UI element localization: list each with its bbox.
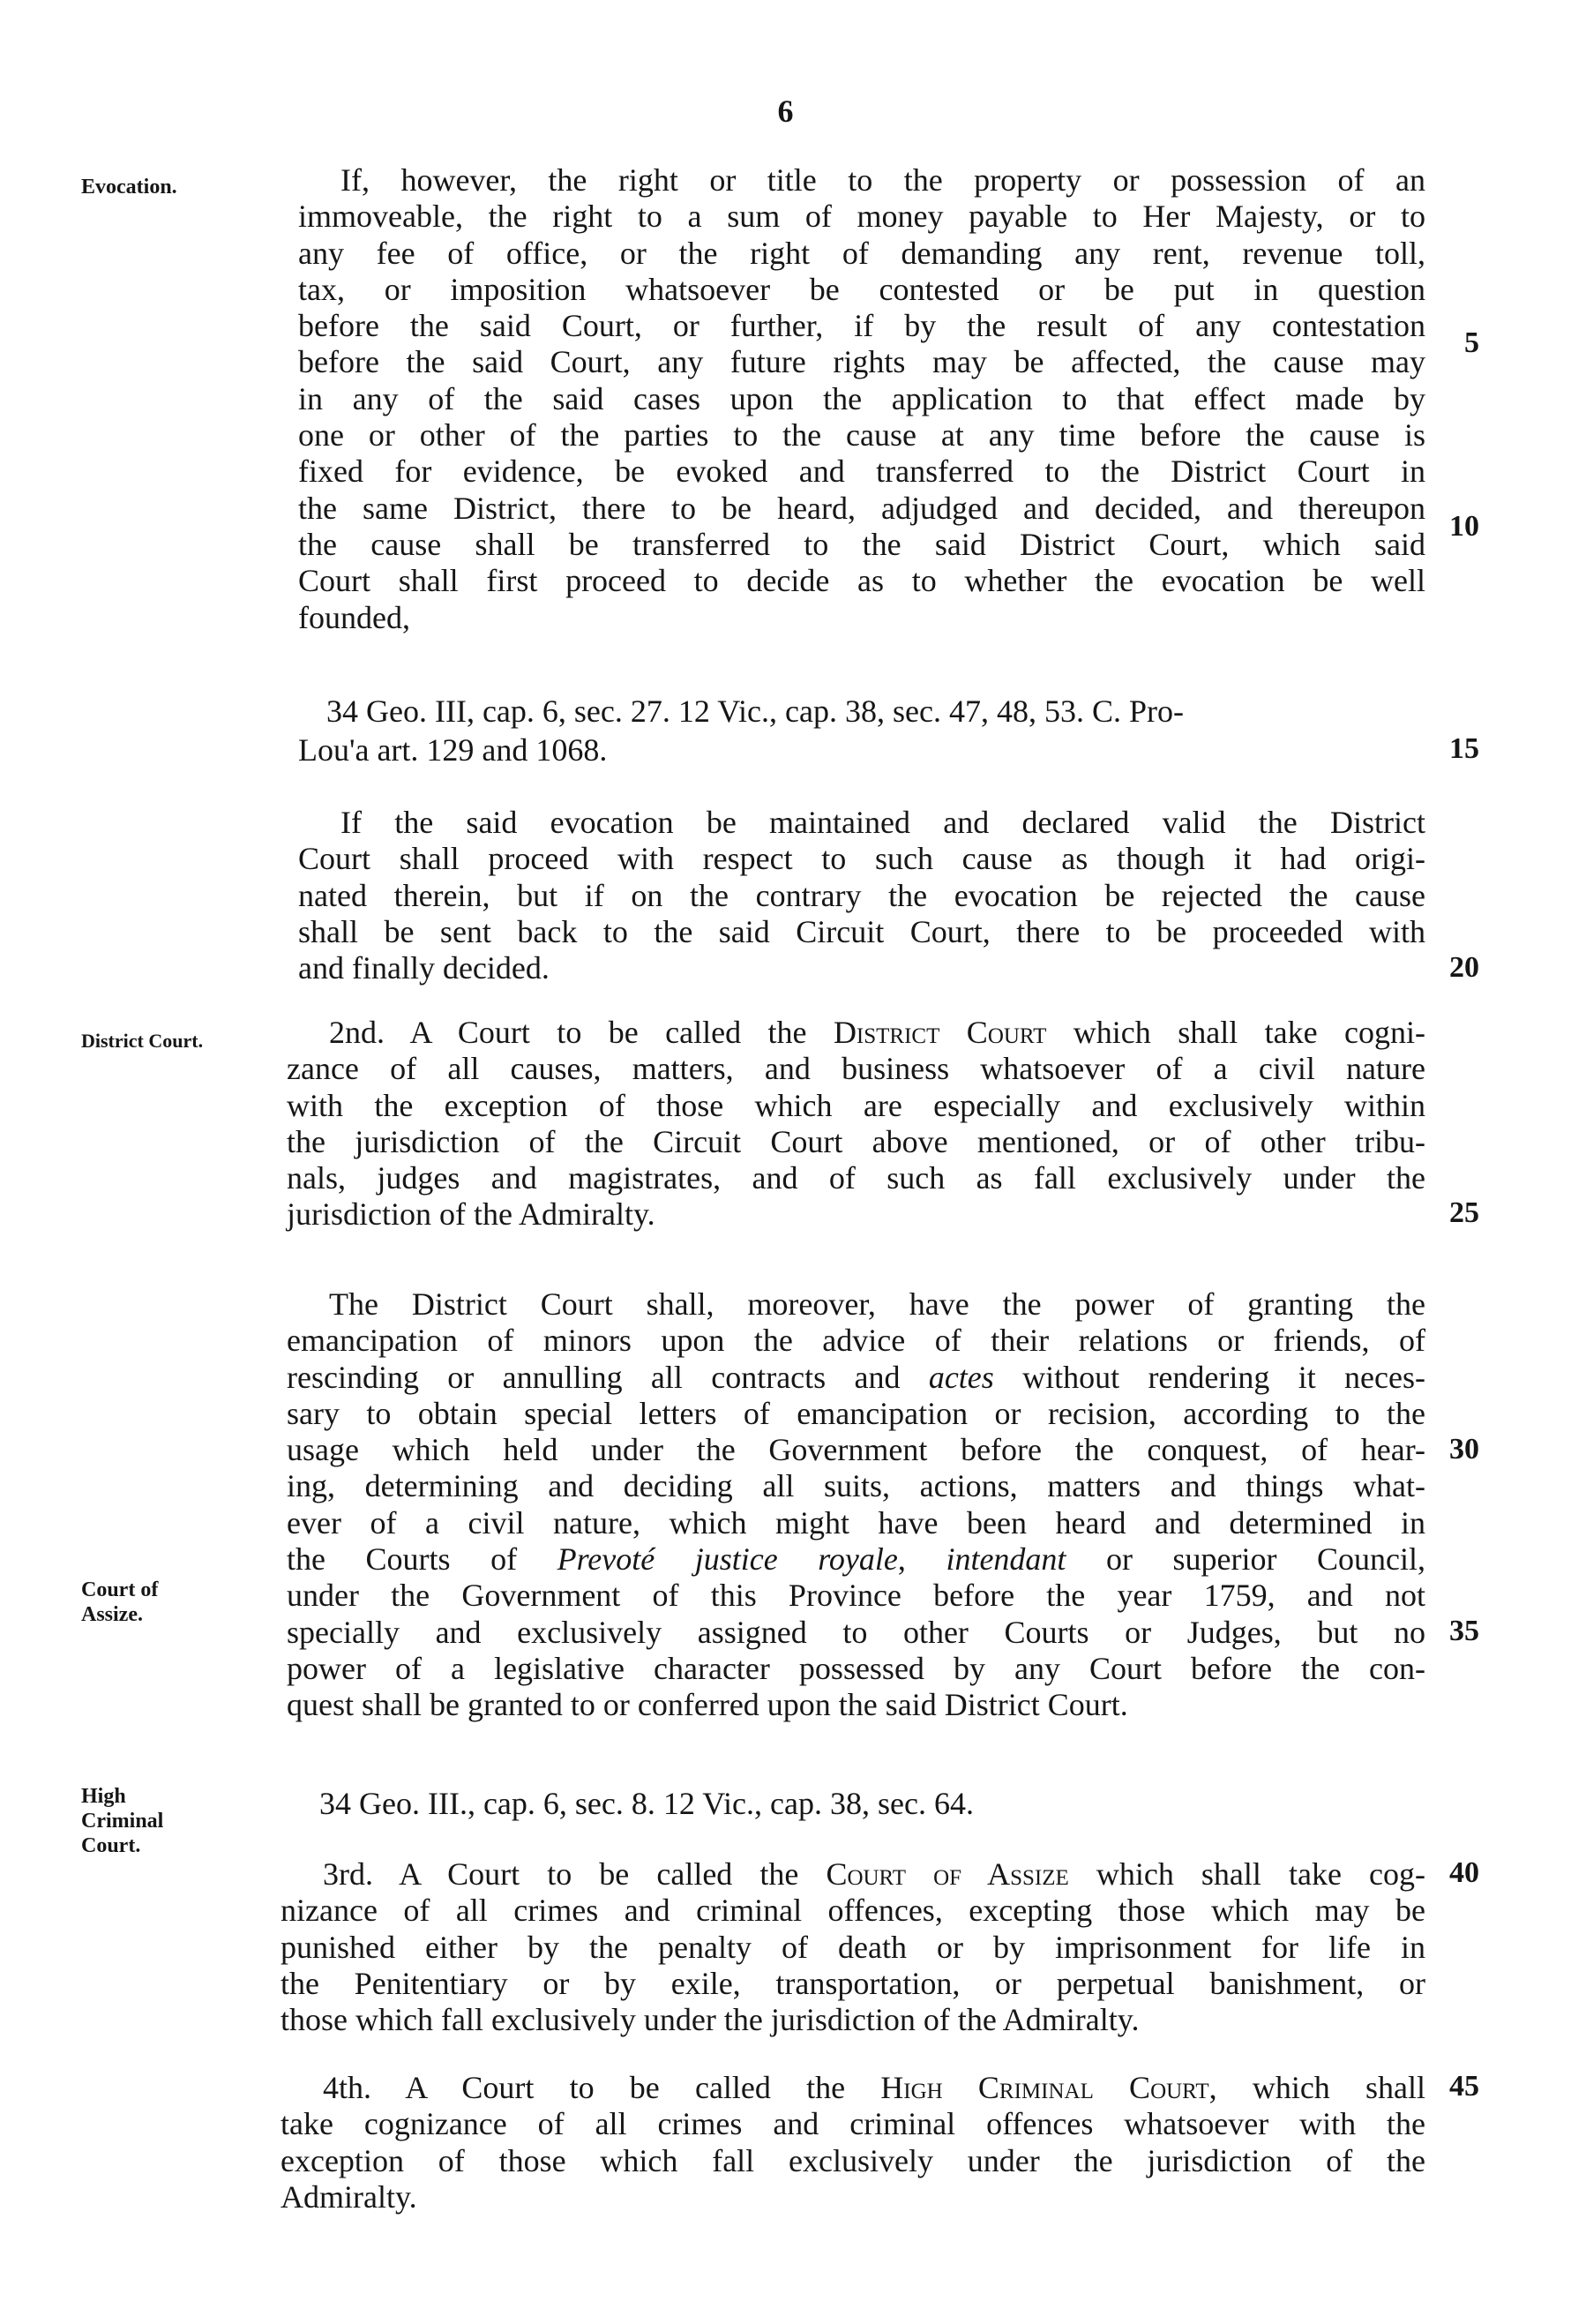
- text-line: jurisdiction of the Admiralty.: [287, 1196, 655, 1233]
- text-line: exception of those which fall exclusively under the jurisdiction of the: [281, 2142, 1425, 2178]
- margin-note-evocation: [81, 175, 177, 199]
- text-run: 4th. A Court to be called the: [323, 2070, 881, 2105]
- margin-note-line: Criminal: [81, 1810, 164, 1833]
- line-number: 45: [1449, 2070, 1479, 2103]
- text-line: with the exception of those which are especially and exclusively within: [287, 1087, 1425, 1123]
- text-run: which shall take cog-: [1068, 1856, 1425, 1892]
- paragraph-district-court: [287, 1015, 1425, 1233]
- margin-note-line: Court of: [81, 1578, 159, 1601]
- line-number: 40: [1449, 1856, 1479, 1889]
- paragraph-high-criminal-court: [281, 2070, 1425, 2215]
- margin-note-line: High: [81, 1785, 126, 1808]
- text-line: shall be sent back to the said Circuit Court, there to be proceeded with: [298, 913, 1425, 949]
- text-line: [281, 2070, 1425, 2106]
- citation-line: Lou'a art. 129 and 1068.: [298, 732, 608, 768]
- margin-note-high-criminal-court: [81, 1784, 163, 1858]
- page-number: 6: [777, 94, 794, 129]
- text-line: tax, or imposition whatsoever be contested or be put in question: [298, 271, 1425, 307]
- text-line: Court shall first proceed to decide as to whether the evocation be well: [298, 563, 1425, 599]
- text-line: power of a legislative character possessed by any Court before the con-: [287, 1650, 1425, 1686]
- text-line: [287, 1360, 1425, 1396]
- text-line: [287, 1541, 1425, 1578]
- margin-note-district-court: [81, 1029, 203, 1053]
- margin-note-line: Assize.: [81, 1603, 143, 1626]
- paragraph-court-of-assize: [281, 1856, 1425, 2038]
- text-line: zance of all causes, matters, and business whatsoever of a civil nature: [287, 1051, 1425, 1087]
- citation-district-court: [319, 1786, 974, 1822]
- text-run: or superior Council,: [1066, 1541, 1426, 1578]
- text-line: those which fall exclusively under the jurisdiction of the Admiralty.: [281, 2002, 1140, 2038]
- text-line: founded,: [298, 599, 410, 635]
- paragraph-evocation: [298, 162, 1425, 636]
- court-name-high-criminal: High Criminal Court: [880, 2070, 1209, 2105]
- text-line: the Penitentiary or by exile, transportation, or perpetual banishment, or: [281, 1965, 1425, 2001]
- text-line: sary to obtain special letters of emancipation or recision, according to the: [287, 1395, 1425, 1431]
- text-line: immoveable, the right to a sum of money payable to Her Majesty, or to: [298, 199, 1425, 235]
- text-run: the Courts of: [287, 1541, 557, 1578]
- text-line: specially and exclusively assigned to other Courts or Judges, but no: [287, 1614, 1425, 1650]
- text-line: before the said Court, or further, if by the result of any contestation: [298, 308, 1425, 344]
- line-number: 35: [1449, 1615, 1479, 1647]
- text-line: nals, judges and magistrates, and of such as fall exclusively under the: [287, 1160, 1425, 1196]
- paragraph-evocation-maintained: [298, 805, 1425, 986]
- text-line: Admiralty.: [281, 2178, 417, 2215]
- text-line: If, however, the right or title to the property or possession of an: [340, 162, 1425, 198]
- text-line: [281, 1856, 1425, 1893]
- text-run: which shall take cogni-: [1046, 1015, 1425, 1050]
- text-line: nated therein, but if on the contrary the evocation be rejected the cause: [298, 877, 1425, 913]
- text-line: one or other of the parties to the cause at any time before the cause is: [298, 417, 1425, 454]
- citation-line: 34 Geo. III, cap. 6, sec. 27. 12 Vic., cap. 38, sec. 47, 48, 53. C. Pro-: [326, 693, 1184, 729]
- text-line: the same District, there to be heard, adjudged and decided, and thereupon: [298, 490, 1425, 526]
- text-line: Court shall proceed with respect to such cause as though it had origi-: [298, 841, 1425, 877]
- text-run: ,: [897, 1541, 946, 1578]
- margin-note-court-of-assize: [81, 1578, 158, 1627]
- text-line: the cause shall be transferred to the said District Court, which said: [298, 526, 1425, 562]
- text-run: 2nd. A Court to be called the: [329, 1015, 834, 1050]
- line-number: 15: [1449, 732, 1479, 765]
- line-number: 20: [1449, 951, 1479, 984]
- line-number: 5: [1464, 326, 1479, 359]
- margin-note-line: Evocation.: [81, 176, 177, 199]
- text-line: nizance of all crimes and criminal offences, excepting those which may be: [281, 1893, 1425, 1929]
- text-run: rescinding or annulling all contracts and: [287, 1359, 929, 1395]
- text-line: any fee of office, or the right of demanding any rent, revenue toll,: [298, 235, 1425, 271]
- text-run: , which shall: [1208, 2070, 1425, 2105]
- text-line: and finally decided.: [298, 950, 550, 986]
- line-number: 25: [1449, 1196, 1479, 1229]
- court-name-district: District Court: [833, 1015, 1047, 1050]
- italic-term: actes: [928, 1359, 994, 1395]
- line-number: 30: [1449, 1433, 1479, 1466]
- text-line: The District Court shall, moreover, have the power of granting the: [329, 1286, 1425, 1322]
- paragraph-district-court-powers: [287, 1286, 1425, 1724]
- text-line: quest shall be granted to or conferred upon the said District Court.: [287, 1687, 1128, 1723]
- text-line: If the said evocation be maintained and declared valid the District: [340, 805, 1425, 840]
- text-line: in any of the said cases upon the application to that effect made by: [298, 380, 1425, 416]
- text-line: ing, determining and deciding all suits, actions, matters and things what-: [287, 1468, 1425, 1504]
- text-line: under the Government of this Province before the year 1759, and not: [287, 1578, 1425, 1614]
- text-run: without rendering it neces-: [993, 1359, 1425, 1395]
- margin-note-line: District Court.: [81, 1030, 204, 1052]
- line-number: 10: [1449, 510, 1479, 543]
- text-line: ever of a civil nature, which might have been heard and determined in: [287, 1504, 1425, 1541]
- text-line: the jurisdiction of the Circuit Court above mentioned, or of other tribu-: [287, 1123, 1425, 1159]
- text-line: punished either by the penalty of death or by imprisonment for life in: [281, 1929, 1425, 1965]
- text-run: 3rd. A Court to be called the: [323, 1856, 827, 1892]
- citation-line: 34 Geo. III., cap. 6, sec. 8. 12 Vic., cap. 38, sec. 64.: [319, 1786, 974, 1821]
- court-name-assize: Court of Assize: [826, 1856, 1069, 1892]
- italic-term: intendant: [946, 1541, 1066, 1578]
- text-line: before the said Court, any future rights may be affected, the cause may: [298, 344, 1425, 380]
- margin-note-line: Court.: [81, 1834, 141, 1857]
- text-line: [287, 1015, 1425, 1051]
- italic-term: Prevoté justice royale: [557, 1541, 898, 1578]
- text-line: usage which held under the Government before the conquest, of hear-: [287, 1432, 1425, 1468]
- text-line: emancipation of minors upon the advice of their relations or friends, of: [287, 1323, 1425, 1359]
- text-line: take cognizance of all crimes and criminal offences whatsoever with the: [281, 2106, 1425, 2142]
- citation-evocation: [326, 693, 1184, 730]
- citation-evocation-cont: [298, 732, 607, 768]
- text-line: fixed for evidence, be evoked and transferred to the District Court in: [298, 454, 1425, 490]
